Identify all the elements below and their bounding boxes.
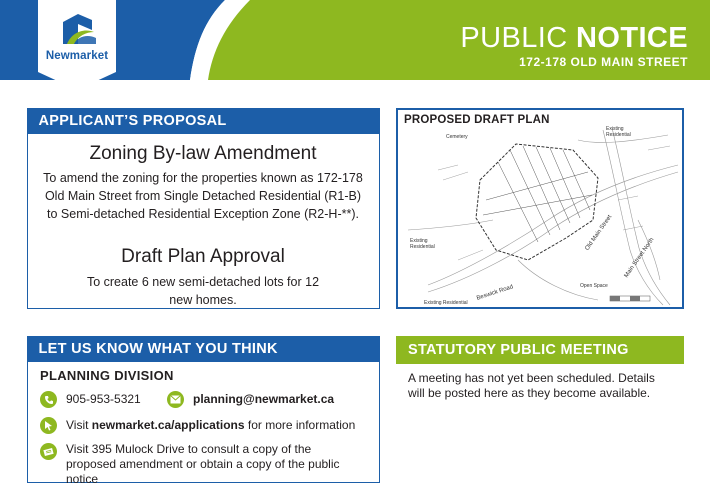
label-existing-residential-bottom: Existing Residential (424, 300, 468, 306)
feedback-panel (27, 336, 380, 486)
proposed-draft-plan-panel (396, 108, 684, 309)
title-bold: NOTICE (576, 22, 688, 54)
header-banner (0, 0, 710, 92)
meeting-description: A meeting has not yet been scheduled. Details will be posted here as they become available. (408, 371, 655, 400)
website-contact (40, 417, 355, 434)
label-beswick-road: Beswick Road (476, 284, 515, 302)
label-existing-residential-top: Existing Residential (606, 126, 631, 138)
planning-division-title: PLANNING DIVISION (40, 368, 174, 383)
page-title (460, 22, 688, 54)
title-light: PUBLIC (460, 22, 577, 54)
phone-number: 905-953-5321 (66, 392, 141, 406)
label-cemetery: Cemetery (446, 134, 468, 140)
newmarket-logo-icon (38, 6, 116, 50)
meeting-bar-title: STATUTORY PUBLIC MEETING (396, 336, 684, 364)
phone-contact[interactable] (40, 391, 141, 408)
visit-suffix: for more information (244, 418, 356, 432)
label-old-main-street: Old Main Street (584, 214, 614, 252)
office-visit-text: Visit 395 Mulock Drive to consult a copy of the proposed amendment or obtain a copy of the public notice (66, 442, 340, 486)
draft-plan-description: To create 6 new semi-detached lots for 12 new homes. (86, 275, 320, 307)
statutory-meeting-panel (396, 336, 684, 483)
page-subtitle-address: 172-178 OLD MAIN STREET (519, 55, 688, 69)
visit-prefix: Visit (66, 418, 92, 432)
email-contact[interactable] (167, 391, 334, 408)
zoning-description: To amend the zoning for the properties known as 172-178 Old Main Street from Single Detached Residential (R1-B) to Semi-detached Residential Exception Zone (R2-H-**). (43, 171, 363, 221)
label-main-street-north: Main Street North (623, 237, 656, 279)
office-visit-contact (40, 442, 366, 487)
draft-plan-drawing (398, 110, 682, 307)
proposal-bar-title: APPLICANT’S PROPOSAL (27, 108, 380, 134)
phone-icon (40, 391, 57, 408)
website-link[interactable]: newmarket.ca/applications (91, 418, 245, 432)
zoning-heading: Zoning By-law Amendment (89, 143, 317, 164)
draft-plan-heading: Draft Plan Approval (121, 246, 285, 267)
document-icon (40, 443, 57, 460)
mouse-pointer-icon (40, 417, 57, 434)
plan-title: PROPOSED DRAFT PLAN (404, 114, 550, 126)
email-address[interactable]: planning@newmarket.ca (193, 392, 335, 406)
logo-text: Newmarket (45, 50, 109, 62)
email-icon (167, 391, 184, 408)
applicant-proposal-panel (27, 108, 380, 309)
label-open-space: Open Space (580, 283, 608, 289)
label-existing-residential-left: Existing Residential (410, 238, 435, 250)
feedback-bar-title: LET US KNOW WHAT YOU THINK (27, 336, 380, 362)
newmarket-logo[interactable] (38, 6, 116, 82)
